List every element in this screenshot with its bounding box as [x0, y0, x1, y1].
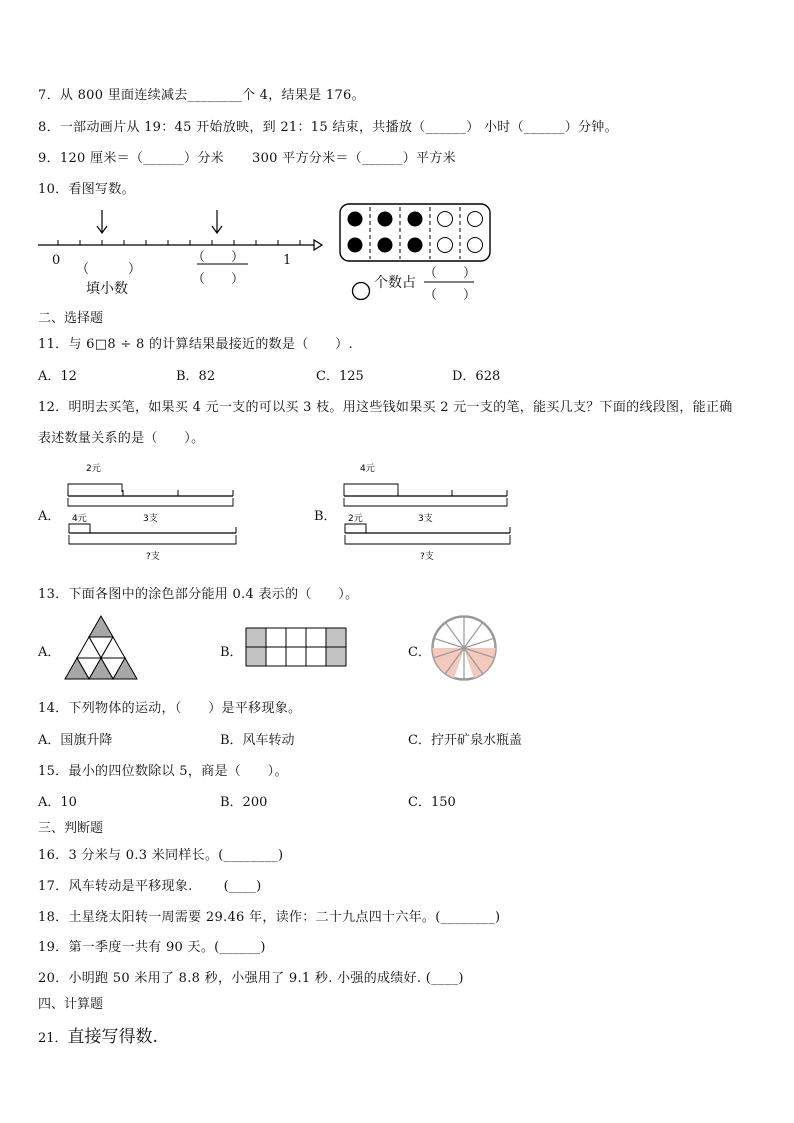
- empty-dot: [468, 212, 483, 227]
- q14-option-c[interactable]: C．拧开矿泉水瓶盖: [408, 733, 522, 748]
- question-20: 20．小明跑 50 米用了 8.8 秒，小强用了 9.1 秒. 小强的成绩好. (____): [38, 971, 464, 986]
- filled-dot: [348, 238, 363, 253]
- fraction-denominator-blank: （ ）: [192, 272, 245, 287]
- shaded-triangle-figure: [63, 614, 143, 682]
- number-line-ticks: [58, 240, 300, 245]
- decimal-blank: （ ）: [76, 262, 142, 277]
- question-12-line-1: 12．明明去买笔，如果买 4 元一支的可以买 3 枝。用这些钱如果买 2 元一支的笔，能买几支？下面的线段图，能正确: [38, 400, 733, 415]
- down-arrow-icon: [212, 210, 222, 233]
- question-19: 19．第一季度一共有 90 天。(______): [38, 940, 266, 955]
- q12-option-a[interactable]: A．: [38, 509, 61, 524]
- bottom-price-label: 2元: [348, 514, 363, 524]
- question-7: 7．从 800 里面连续减去________个 4，结果是 176。: [38, 88, 365, 103]
- q11-option-b[interactable]: B．82: [176, 369, 216, 384]
- question-11: 11．与 6□8 ÷ 8 的计算结果最接近的数是（ ）.: [38, 337, 353, 352]
- number-line-figure: [36, 204, 326, 299]
- empty-dot: [438, 212, 453, 227]
- question-16: 16．3 分米与 0.3 米同样长。(________): [38, 848, 284, 863]
- section-2-heading: 二、选择题: [38, 311, 104, 326]
- question-9-part-a: 9．120 厘米＝（______）分米: [38, 151, 224, 166]
- bottom-count-label: ?支: [146, 552, 160, 562]
- q14-option-a[interactable]: A．国旗升降: [38, 733, 113, 748]
- q13-option-c[interactable]: C．: [408, 645, 431, 660]
- label-one: 1: [283, 253, 292, 268]
- shaded-circle-figure: [430, 614, 498, 682]
- question-21: [38, 1022, 158, 1047]
- bottom-price-label: 4元: [72, 514, 87, 524]
- question-12-line-2: 表述数量关系的是（ ）。: [38, 431, 205, 446]
- empty-dot: [438, 238, 453, 253]
- section-3-heading: 三、判断题: [38, 821, 104, 836]
- q11-option-c[interactable]: C．125: [316, 369, 364, 384]
- bottom-count-label: ?支: [420, 552, 434, 562]
- down-arrow-icon: [97, 210, 107, 233]
- fill-decimal-caption: 填小数: [86, 281, 128, 297]
- question-14: 14．下列物体的运动，（ ）是平移现象。: [38, 701, 302, 716]
- top-count-label: 3支: [418, 514, 433, 524]
- ten-frame-figure: [338, 202, 493, 264]
- question-21-number: 21．: [38, 1031, 68, 1046]
- filled-dot: [378, 212, 393, 227]
- question-8: 8．一部动画片从 19：45 开始放映，到 21：15 结束，共播放（______） 小时（______）分钟。: [38, 120, 618, 135]
- question-21-text: 直接写得数.: [67, 1027, 158, 1047]
- ten-frame-numerator-blank: （ ）: [424, 266, 477, 281]
- empty-dot: [468, 238, 483, 253]
- q11-option-a[interactable]: A．12: [38, 369, 77, 384]
- top-price-label: 4元: [360, 464, 375, 474]
- q13-option-a[interactable]: A．: [38, 645, 61, 660]
- question-18: 18．土星绕太阳转一周需要 29.46 年，读作：二十九点四十六年。(________): [38, 910, 501, 925]
- label-zero: 0: [52, 253, 61, 268]
- top-count-label: 3支: [143, 514, 158, 524]
- top-price-label: 2元: [86, 464, 101, 474]
- fraction-numerator-blank: （ ）: [192, 250, 245, 265]
- question-10: 10．看图写数。: [38, 182, 135, 197]
- question-15: 15．最小的四位数除以 5，商是（ ）。: [38, 764, 288, 779]
- question-9-part-b: 300 平方分米＝（______）平方米: [252, 151, 456, 166]
- q11-option-d[interactable]: D．628: [452, 369, 501, 384]
- q13-option-b[interactable]: B．: [220, 645, 243, 660]
- q12-option-b-diagram: [342, 458, 518, 566]
- filled-dot: [408, 212, 423, 227]
- shaded-grid-figure: [245, 627, 347, 669]
- q15-option-a[interactable]: A．10: [38, 795, 77, 810]
- filled-dot: [378, 238, 393, 253]
- count-label: 个数占: [374, 275, 416, 291]
- number-line-arrowhead: [314, 240, 322, 250]
- filled-dot: [348, 212, 363, 227]
- q12-option-b[interactable]: B．: [314, 509, 337, 524]
- q12-option-a-diagram: [66, 458, 242, 566]
- question-13: 13．下面各图中的涂色部分能用 0.4 表示的（ ）。: [38, 587, 359, 602]
- question-17: 17．风车转动是平移现象. (____): [38, 879, 262, 894]
- answer-circle[interactable]: [350, 280, 372, 302]
- q14-option-b[interactable]: B．风车转动: [220, 733, 295, 748]
- q15-option-b[interactable]: B．200: [220, 795, 268, 810]
- section-4-heading: 四、计算题: [38, 997, 104, 1012]
- q15-option-c[interactable]: C．150: [408, 795, 456, 810]
- ten-frame-denominator-blank: （ ）: [424, 288, 477, 303]
- filled-dot: [408, 238, 423, 253]
